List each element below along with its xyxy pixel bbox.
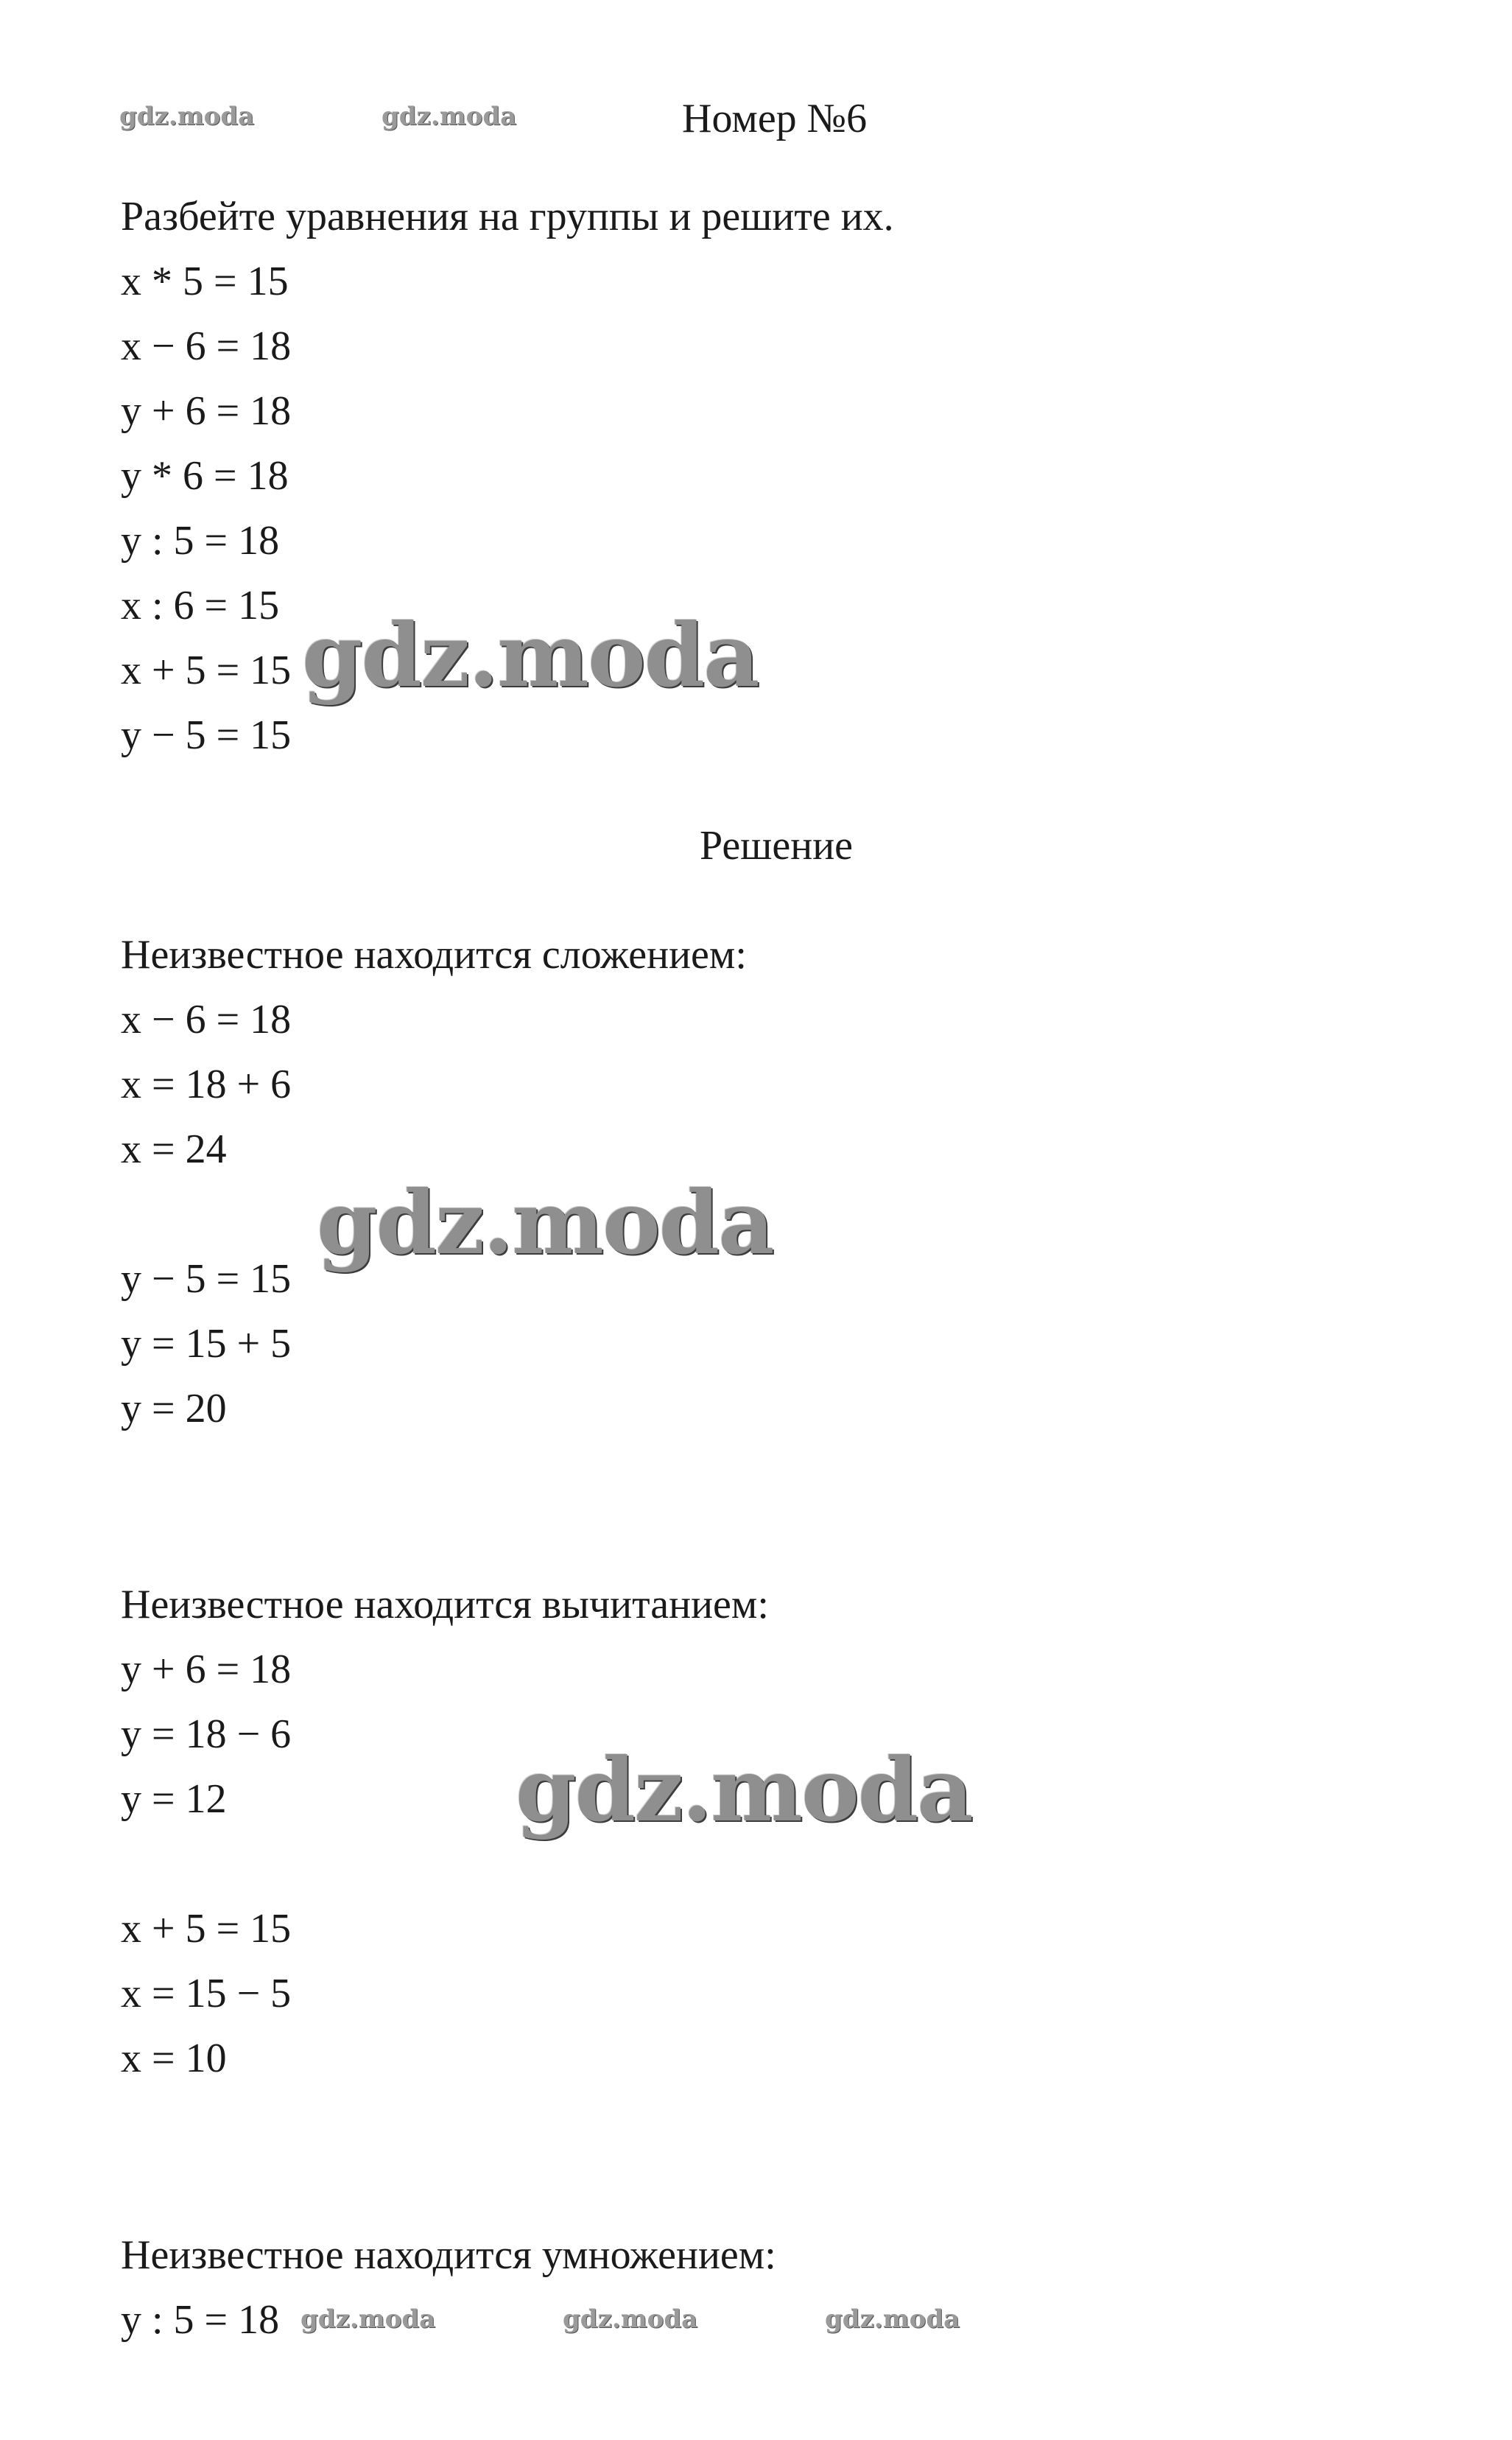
group-title: Неизвестное находится сложением: [121, 932, 747, 978]
solution-line: x = 10 [121, 2036, 227, 2081]
solution-line: x − 6 = 18 [121, 997, 292, 1042]
solution-line: x = 18 + 6 [121, 1062, 292, 1107]
watermark-logo: gdz.moda [317, 1171, 773, 1274]
group-title: Неизвестное находится умножением: [121, 2232, 776, 2278]
solution-line: x + 5 = 15 [121, 1906, 292, 1952]
solution-line: x = 15 − 5 [121, 1971, 292, 2016]
solution-line: y = 18 − 6 [121, 1711, 292, 1757]
task-prompt: Разбейте уравнения на группы и решите их. [121, 194, 894, 239]
solution-line: y : 5 = 18 [121, 2297, 280, 2343]
watermark-logo: gdz.moda [516, 1739, 972, 1841]
solution-line: y + 6 = 18 [121, 1647, 292, 1692]
group-title: Неизвестное находится вычитанием: [121, 1582, 769, 1627]
solution-heading: Решение [700, 823, 854, 869]
solution-line: x = 24 [121, 1126, 227, 1172]
task-equation: y + 6 = 18 [121, 388, 292, 434]
solution-line: y = 12 [121, 1776, 227, 1822]
solution-line: y = 15 + 5 [121, 1321, 292, 1367]
task-equation: x + 5 = 15 [121, 648, 292, 693]
watermark-logo: gdz.moda [563, 2304, 698, 2334]
task-equation: x − 6 = 18 [121, 323, 292, 369]
watermark-logo: gdz.moda [300, 2304, 436, 2334]
solution-line: y − 5 = 15 [121, 1256, 292, 1302]
task-equation: y : 5 = 18 [121, 518, 280, 564]
task-equation: y * 6 = 18 [121, 453, 289, 499]
watermark-logo: gdz.moda [302, 604, 759, 707]
solution-line: y = 20 [121, 1386, 227, 1431]
task-equation: x : 6 = 15 [121, 583, 280, 628]
watermark-logo: gdz.moda [381, 102, 517, 131]
watermark-logo: gdz.moda [119, 102, 255, 131]
page-title: Номер №6 [682, 96, 868, 141]
watermark-logo: gdz.moda [825, 2304, 960, 2334]
task-equation: x * 5 = 15 [121, 259, 289, 304]
task-equation: y − 5 = 15 [121, 712, 292, 758]
